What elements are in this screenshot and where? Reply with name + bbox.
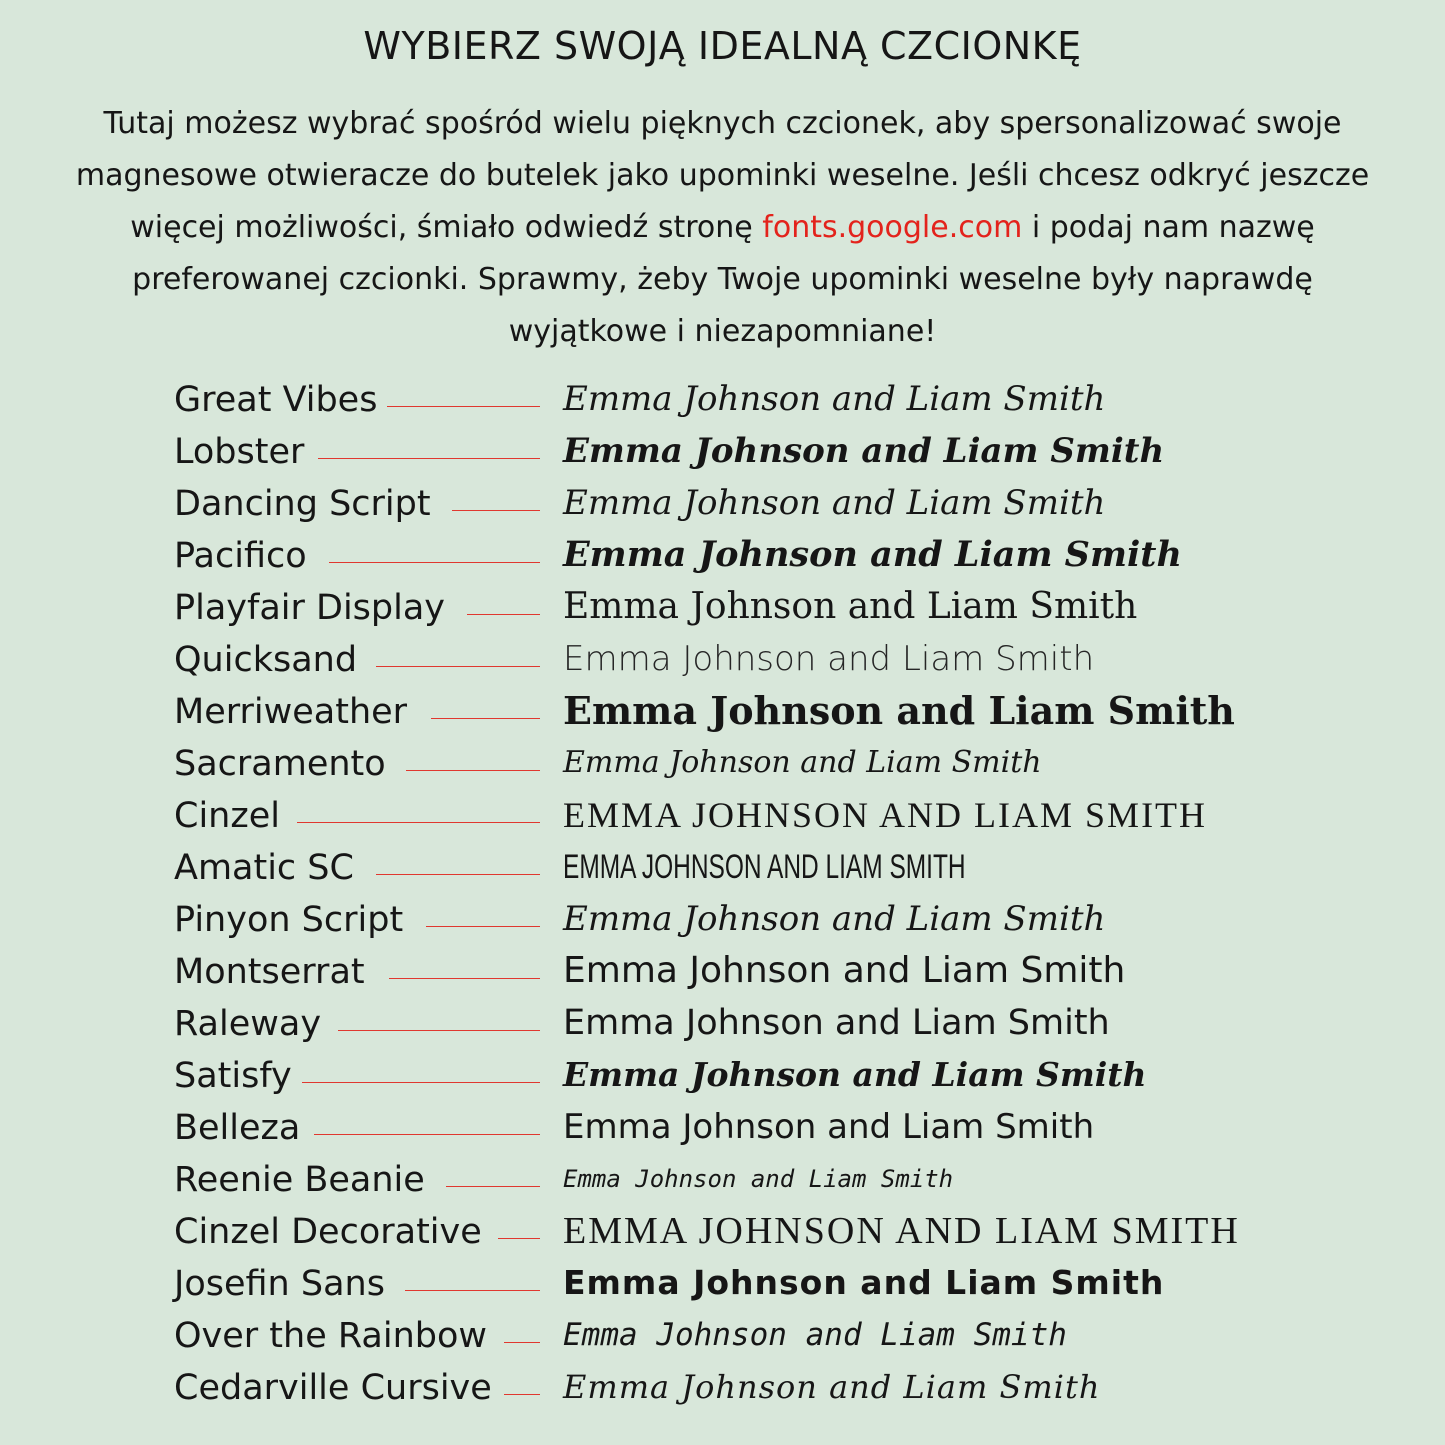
fonts-google-link[interactable]: fonts.google.com [762,210,1023,245]
font-name: Over the Rainbow [174,1316,488,1356]
connector-line [467,614,540,615]
font-sample: Emma Johnson and Liam Smith [563,586,1138,627]
font-row-great-vibes [0,374,1445,426]
font-sample: Emma Johnson and Liam Smith [563,1317,1067,1353]
connector-line [329,562,540,563]
intro-text-after-link: i podaj nam nazwę preferowanej czcionki. Sprawmy, żeby Twoje upominki weselne były naprawdę wyjątkowe i niezapomniane! [132,210,1315,349]
font-sample: Emma Johnson and Liam Smith [563,1263,1165,1302]
font-name: Satisfy [174,1056,292,1096]
font-row-pinyon-script [0,894,1445,946]
font-sample: Emma Johnson and Liam Smith [563,534,1182,575]
font-row-josefin-sans [0,1258,1445,1310]
font-name: Josefin Sans [174,1264,385,1304]
connector-line [426,926,540,927]
font-row-pacifico [0,530,1445,582]
font-row-amatic-sc [0,842,1445,894]
connector-line [387,406,540,407]
font-row-quicksand [0,634,1445,686]
font-name: Cinzel Decorative [174,1212,482,1252]
font-sample: EMMA JOHNSON AND LIAM SMITH [563,795,1208,835]
connector-line [452,510,540,511]
font-sample: Emma Johnson and Liam Smith [563,1165,954,1193]
font-name: Belleza [174,1108,301,1148]
font-sample: Emma Johnson and Liam Smith [563,1107,1095,1147]
connector-line [446,1186,540,1187]
font-sample: Emma Johnson and Liam Smith [563,688,1235,733]
font-name: Quicksand [174,640,358,680]
font-name: Playfair Display [174,588,446,628]
connector-line [498,1238,540,1239]
font-name: Montserrat [174,952,365,992]
font-name: Cedarville Cursive [174,1368,492,1408]
font-sample: Emma Johnson and Liam Smith [563,639,1095,679]
connector-line [376,874,540,875]
font-sample: Emma Johnson and Liam Smith [563,745,1042,780]
connector-line [376,666,540,667]
font-row-cinzel [0,790,1445,842]
font-name: Pacifico [174,536,307,576]
font-name: Raleway [174,1004,322,1044]
font-sample: Emma Johnson and Liam Smith [563,1003,1110,1043]
font-row-merriweather [0,686,1445,738]
intro-text-before-link: Tutaj możesz wybrać spośród wielu pięknych czcionek, aby spersonalizować swoje magnesowe otwieracze do butelek jako upominki weselne. Jeśli chcesz odkryć jeszcze więcej możliwości, śmiało odwiedź stronę [75,106,1370,245]
connector-line [389,978,540,979]
font-name: Dancing Script [174,484,431,524]
font-sample: Emma Johnson and Liam Smith [563,1368,1101,1406]
connector-line [338,1030,540,1031]
font-sample: Emma Johnson and Liam Smith [563,1055,1147,1094]
connector-line [318,458,540,459]
font-row-raleway [0,998,1445,1050]
connector-line [406,770,540,771]
intro-paragraph [55,98,1390,358]
font-sample: Emma Johnson and Liam Smith [563,483,1106,523]
font-name: Pinyon Script [174,900,404,940]
font-row-reenie-beanie [0,1154,1445,1206]
font-sample: Emma Johnson and Liam Smith [563,950,1126,991]
font-sample: Emma Johnson and Liam Smith [563,899,1106,939]
font-name: Merriweather [174,692,408,732]
font-row-belleza [0,1102,1445,1154]
font-name: Great Vibes [174,380,378,420]
connector-line [504,1342,540,1343]
font-row-playfair-display [0,582,1445,634]
font-row-cedarville-cursive [0,1362,1445,1414]
page-title: WYBIERZ SWOJĄ IDEALNĄ CZCIONKĘ [363,24,1082,68]
font-row-satisfy [0,1050,1445,1102]
font-name: Lobster [174,432,305,472]
font-name: Sacramento [174,744,386,784]
font-name: Amatic SC [174,848,354,888]
font-sample: EMMA JOHNSON AND LIAM SMITH [563,1210,1240,1252]
font-row-sacramento [0,738,1445,790]
connector-line [405,1290,540,1291]
font-row-cinzel-decorative [0,1206,1445,1258]
font-sample: Emma Johnson and Liam Smith [563,431,1165,471]
connector-line [504,1394,540,1395]
font-row-over-the-rainbow [0,1310,1445,1362]
font-name: Cinzel [174,796,280,836]
font-row-dancing-script [0,478,1445,530]
font-name: Reenie Beanie [174,1160,425,1200]
connector-line [431,718,540,719]
font-sample: Emma Johnson and Liam Smith [563,379,1106,419]
connector-line [297,822,540,823]
connector-line [302,1082,540,1083]
connector-line [314,1134,540,1135]
font-row-lobster [0,426,1445,478]
font-row-montserrat [0,946,1445,998]
font-sample: EMMA JOHNSON AND LIAM SMITH [563,848,966,886]
